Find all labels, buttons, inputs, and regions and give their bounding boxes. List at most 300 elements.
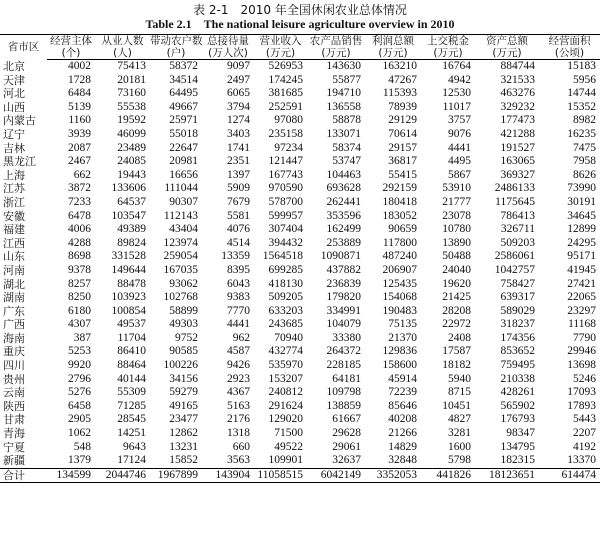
value-cell: 11704 [117, 331, 146, 344]
value-cell: 11168 [568, 318, 596, 331]
value-cell: 2586061 [494, 250, 535, 263]
table-row [0, 278, 600, 292]
table-row [0, 114, 600, 128]
value-cell: 535970 [268, 359, 303, 372]
value-cell: 64181 [332, 372, 361, 385]
value-cell: 10780 [442, 223, 471, 236]
value-cell: 14744 [567, 87, 596, 100]
value-cell: 22972 [442, 318, 471, 331]
value-cell: 1318 [227, 427, 250, 440]
value-cell: 109901 [268, 454, 303, 467]
value-cell: 21777 [442, 195, 471, 208]
value-cell: 13890 [442, 236, 471, 249]
value-cell: 75135 [388, 318, 417, 331]
table-header [0, 35, 600, 60]
value-cell: 5139 [68, 100, 91, 113]
value-cell: 49303 [169, 318, 198, 331]
value-cell: 179820 [326, 291, 361, 304]
value-cell: 22647 [169, 141, 198, 154]
value-cell: 307404 [268, 223, 303, 236]
value-cell: 47267 [388, 73, 417, 86]
region-cell: 江西 [3, 236, 25, 250]
value-cell: 9097 [227, 60, 250, 72]
column-header-label: 经营面积 [539, 35, 600, 48]
value-cell: 43404 [169, 223, 198, 236]
value-cell: 2905 [68, 413, 91, 426]
value-cell: 49165 [169, 399, 198, 412]
value-cell: 29946 [567, 345, 596, 358]
region-cell: 四川 [3, 359, 25, 373]
column-header-label: 资产总额 [475, 35, 539, 48]
value-cell: 16656 [169, 168, 198, 181]
value-cell: 36817 [388, 155, 417, 168]
value-cell: 4441 [448, 141, 471, 154]
value-cell: 55309 [117, 386, 146, 399]
value-cell: 73990 [567, 182, 596, 195]
value-cell: 100226 [163, 359, 198, 372]
value-cell: 90307 [169, 195, 198, 208]
value-cell: 163065 [500, 155, 535, 168]
value-cell: 1090871 [320, 250, 361, 263]
value-cell: 264372 [326, 345, 361, 358]
value-cell: 90659 [388, 223, 417, 236]
value-cell: 3794 [227, 100, 250, 113]
value-cell: 88478 [117, 277, 146, 290]
value-cell: 962 [232, 331, 250, 344]
table-row [0, 427, 600, 441]
value-cell: 4006 [68, 223, 91, 236]
value-cell: 7958 [573, 155, 596, 168]
value-cell: 90585 [169, 345, 198, 358]
value-cell: 34645 [567, 209, 596, 222]
table-row [0, 101, 600, 115]
value-cell: 153207 [268, 372, 303, 385]
value-cell: 1379 [68, 454, 91, 467]
table-row [0, 386, 600, 400]
value-cell: 97080 [274, 114, 303, 127]
value-cell: 509205 [268, 291, 303, 304]
value-cell: 41945 [567, 263, 596, 276]
table-row [0, 169, 600, 183]
value-cell: 428261 [500, 386, 535, 399]
value-cell: 46099 [117, 127, 146, 140]
value-cell: 138859 [326, 399, 361, 412]
value-cell: 5443 [573, 413, 596, 426]
value-cell: 29129 [388, 114, 417, 127]
region-cell: 甘肃 [3, 413, 25, 427]
value-cell: 9643 [123, 440, 146, 453]
value-cell: 129020 [268, 413, 303, 426]
region-cell: 黑龙江 [3, 155, 36, 169]
value-cell: 5909 [227, 182, 250, 195]
value-cell: 71285 [117, 399, 146, 412]
column-header-unit: (万元) [421, 47, 475, 60]
value-cell: 167035 [163, 263, 198, 276]
table-title-chinese: 表 2-1 2010 年全国休闲农业总体情况 [193, 3, 407, 17]
value-cell: 177473 [500, 114, 535, 127]
column-header-label: 总接待量 [202, 35, 254, 48]
value-cell: 28208 [442, 304, 471, 317]
value-cell: 23489 [117, 141, 146, 154]
value-cell: 55538 [117, 100, 146, 113]
value-cell: 326711 [500, 223, 535, 236]
value-cell: 9378 [68, 263, 91, 276]
value-cell: 206907 [382, 263, 417, 276]
value-cell: 58374 [332, 141, 361, 154]
table-row [0, 413, 600, 427]
value-cell: 463276 [500, 87, 535, 100]
total-row [0, 468, 600, 483]
value-cell: 418130 [268, 277, 303, 290]
value-cell: 194710 [326, 87, 361, 100]
region-cell: 山东 [3, 250, 25, 264]
value-cell: 853652 [500, 345, 535, 358]
value-cell: 40208 [388, 413, 417, 426]
column-header-unit: (万元) [475, 47, 539, 60]
table-row [0, 305, 600, 319]
value-cell: 102768 [163, 291, 198, 304]
value-cell: 64537 [117, 195, 146, 208]
value-cell: 4441 [227, 318, 250, 331]
column-header-label: 利润总额 [365, 35, 421, 48]
table-row [0, 441, 600, 455]
value-cell: 117800 [382, 236, 417, 249]
value-cell: 97234 [274, 141, 303, 154]
table-row [0, 332, 600, 346]
value-cell: 1967899 [150, 468, 202, 483]
value-cell: 487240 [382, 250, 417, 263]
value-cell: 210338 [500, 372, 535, 385]
region-cell: 天津 [3, 73, 25, 87]
value-cell: 40144 [117, 372, 146, 385]
value-cell: 6478 [68, 209, 91, 222]
value-cell: 180418 [382, 195, 417, 208]
value-cell: 9920 [68, 359, 91, 372]
value-cell: 133071 [326, 127, 361, 140]
value-cell: 3757 [448, 114, 471, 127]
value-cell: 11017 [442, 100, 471, 113]
region-cell: 重庆 [3, 345, 25, 359]
value-cell: 4192 [573, 440, 596, 453]
value-cell: 5163 [227, 399, 250, 412]
value-cell: 589029 [500, 304, 535, 317]
value-cell: 2923 [227, 372, 250, 385]
value-cell: 4288 [68, 236, 91, 249]
value-cell: 30191 [567, 195, 596, 208]
table-row [0, 373, 600, 387]
value-cell: 329232 [500, 100, 535, 113]
table-row [0, 454, 600, 468]
value-cell: 34514 [169, 73, 198, 86]
value-cell: 78939 [388, 100, 417, 113]
region-cell: 上海 [3, 168, 25, 182]
value-cell: 8715 [448, 386, 471, 399]
value-cell: 259054 [163, 250, 198, 263]
value-cell: 759495 [500, 359, 535, 372]
column-header-unit: (万元) [307, 47, 365, 60]
value-cell: 88464 [117, 359, 146, 372]
value-cell: 4367 [227, 386, 250, 399]
table-row [0, 400, 600, 414]
value-cell: 1160 [68, 114, 91, 127]
value-cell: 4307 [68, 318, 91, 331]
value-cell: 6484 [68, 87, 91, 100]
value-cell: 24085 [117, 155, 146, 168]
value-cell: 6042149 [307, 468, 365, 483]
value-cell: 23297 [567, 304, 596, 317]
value-cell: 8250 [68, 291, 91, 304]
value-cell: 2408 [448, 331, 471, 344]
value-cell: 3352053 [365, 468, 421, 483]
value-cell: 162499 [326, 223, 361, 236]
value-cell: 9752 [175, 331, 198, 344]
region-cell: 陕西 [3, 399, 25, 413]
region-cell: 河南 [3, 263, 25, 277]
value-cell: 112143 [163, 209, 198, 222]
value-cell: 441826 [421, 468, 475, 483]
value-cell: 599957 [268, 209, 303, 222]
value-cell: 387 [73, 331, 91, 344]
value-cell: 17124 [117, 454, 146, 467]
value-cell: 182315 [500, 454, 535, 467]
value-cell: 3281 [448, 427, 471, 440]
value-cell: 176793 [500, 413, 535, 426]
value-cell: 61667 [332, 413, 361, 426]
value-cell: 49522 [274, 440, 303, 453]
value-cell: 93062 [169, 277, 198, 290]
value-cell: 252591 [268, 100, 303, 113]
value-cell: 8982 [573, 114, 596, 127]
value-cell: 509203 [500, 236, 535, 249]
column-header-unit: (万人次) [202, 47, 254, 60]
value-cell: 19443 [117, 168, 146, 181]
value-cell: 45914 [388, 372, 417, 385]
value-cell: 3872 [68, 182, 91, 195]
value-cell: 129836 [382, 345, 417, 358]
value-cell: 29157 [388, 141, 417, 154]
column-header-unit: (个) [47, 47, 95, 60]
value-cell: 17093 [567, 386, 596, 399]
value-cell: 134795 [500, 440, 535, 453]
value-cell: 353596 [326, 209, 361, 222]
value-cell: 32848 [388, 454, 417, 467]
value-cell: 5867 [448, 168, 471, 181]
value-cell: 526953 [268, 60, 303, 72]
value-cell: 16235 [567, 127, 596, 140]
value-cell: 6458 [68, 399, 91, 412]
value-cell: 133606 [111, 182, 146, 195]
table-row [0, 210, 600, 224]
region-cell: 青海 [3, 427, 25, 441]
value-cell: 235158 [268, 127, 303, 140]
value-cell: 693628 [326, 182, 361, 195]
value-cell: 86410 [117, 345, 146, 358]
value-cell: 34156 [169, 372, 198, 385]
value-cell: 13359 [221, 250, 250, 263]
value-cell: 5581 [227, 209, 250, 222]
value-cell: 6065 [227, 87, 250, 100]
table-row [0, 359, 600, 373]
value-cell: 12862 [169, 427, 198, 440]
value-cell: 11058515 [254, 468, 307, 483]
value-cell: 100854 [111, 304, 146, 317]
region-cell: 海南 [3, 331, 25, 345]
value-cell: 75413 [117, 60, 146, 72]
value-cell: 2486133 [494, 182, 535, 195]
value-cell: 565902 [500, 399, 535, 412]
value-cell: 7770 [227, 304, 250, 317]
value-cell: 236839 [326, 277, 361, 290]
value-cell: 369327 [500, 168, 535, 181]
table-row [0, 74, 600, 88]
value-cell: 24295 [567, 236, 596, 249]
column-header-unit: (人) [95, 47, 150, 60]
value-cell: 6180 [68, 304, 91, 317]
region-cell: 山西 [3, 100, 25, 114]
region-cell: 安徽 [3, 209, 25, 223]
value-cell: 27421 [567, 277, 596, 290]
value-cell: 143904 [202, 468, 254, 483]
value-cell: 71500 [274, 427, 303, 440]
value-cell: 318237 [500, 318, 535, 331]
value-cell: 20181 [117, 73, 146, 86]
value-cell: 292159 [382, 182, 417, 195]
region-cell: 云南 [3, 386, 25, 400]
region-cell: 合计 [0, 468, 47, 483]
value-cell: 3563 [227, 454, 250, 467]
value-cell: 437882 [326, 263, 361, 276]
value-cell: 109798 [326, 386, 361, 399]
value-cell: 7679 [227, 195, 250, 208]
value-cell: 1600 [448, 440, 471, 453]
column-header-unit: (公顷) [539, 47, 600, 60]
region-cell: 贵州 [3, 372, 25, 386]
value-cell: 49667 [169, 100, 198, 113]
region-cell: 河北 [3, 87, 25, 101]
region-cell: 辽宁 [3, 127, 25, 141]
value-cell: 134599 [47, 468, 95, 483]
column-header-label: 农产品销售 [307, 35, 365, 48]
value-cell: 1175645 [495, 195, 535, 208]
value-cell: 4942 [448, 73, 471, 86]
value-cell: 7790 [573, 331, 596, 344]
value-cell: 4495 [448, 155, 471, 168]
value-cell: 7233 [68, 195, 91, 208]
column-header-label: 营业收入 [254, 35, 307, 48]
value-cell: 191527 [500, 141, 535, 154]
value-cell: 103547 [111, 209, 146, 222]
value-cell: 1397 [227, 168, 250, 181]
value-cell: 23477 [169, 413, 198, 426]
value-cell: 331528 [111, 250, 146, 263]
region-cell: 内蒙古 [3, 114, 36, 128]
value-cell: 149644 [111, 263, 146, 276]
region-cell: 湖南 [3, 291, 25, 305]
column-header-unit: (万元) [254, 47, 307, 60]
value-cell: 104463 [326, 168, 361, 181]
value-cell: 55018 [169, 127, 198, 140]
value-cell: 53747 [332, 155, 361, 168]
value-cell: 578700 [268, 195, 303, 208]
value-cell: 3939 [68, 127, 91, 140]
value-cell: 243685 [268, 318, 303, 331]
table-title-english: Table 2.1 The national leisure agriculture overview in 2010 [145, 17, 455, 31]
value-cell: 614474 [539, 468, 600, 483]
value-cell: 103923 [111, 291, 146, 304]
value-cell: 7475 [573, 141, 596, 154]
value-cell: 4587 [227, 345, 250, 358]
value-cell: 2351 [227, 155, 250, 168]
value-cell: 2176 [227, 413, 250, 426]
value-cell: 95171 [567, 250, 596, 263]
value-cell: 123974 [163, 236, 198, 249]
table-row [0, 291, 600, 305]
table-row [0, 318, 600, 332]
value-cell: 5956 [573, 73, 596, 86]
value-cell: 548 [73, 440, 91, 453]
value-cell: 111044 [164, 182, 198, 195]
value-cell: 72239 [388, 386, 417, 399]
value-cell: 4827 [448, 413, 471, 426]
value-cell: 8257 [68, 277, 91, 290]
value-cell: 9426 [227, 359, 250, 372]
value-cell: 8698 [68, 250, 91, 263]
region-cell: 广西 [3, 318, 25, 332]
value-cell: 884744 [500, 60, 535, 72]
value-cell: 17893 [567, 399, 596, 412]
value-cell: 190483 [382, 304, 417, 317]
column-header-label: 带动农户数 [150, 35, 202, 47]
value-cell: 167743 [268, 168, 303, 181]
region-cell: 广东 [3, 304, 25, 318]
value-cell: 5246 [573, 372, 596, 385]
value-cell: 2207 [573, 427, 596, 440]
value-cell: 321533 [500, 73, 535, 86]
value-cell: 1062 [68, 427, 91, 440]
value-cell: 58372 [169, 60, 198, 72]
value-cell: 1564518 [262, 250, 303, 263]
value-cell: 21266 [388, 427, 417, 440]
value-cell: 8626 [573, 168, 596, 181]
region-cell: 北京 [3, 59, 25, 73]
value-cell: 29628 [332, 427, 361, 440]
value-cell: 121447 [268, 155, 303, 168]
value-cell: 163210 [382, 60, 417, 72]
value-cell: 143630 [326, 60, 361, 72]
value-cell: 432774 [268, 345, 303, 358]
value-cell: 5276 [68, 386, 91, 399]
column-header-label: 经营主体 [47, 35, 95, 48]
value-cell: 33380 [332, 331, 361, 344]
region-cell: 福建 [3, 223, 25, 237]
value-cell: 4514 [227, 236, 250, 249]
value-cell: 73160 [117, 87, 146, 100]
value-cell: 64495 [169, 87, 198, 100]
value-cell: 699285 [268, 263, 303, 276]
table-row [0, 182, 600, 196]
value-cell: 660 [232, 440, 250, 453]
value-cell: 1042757 [494, 263, 535, 276]
value-cell: 10451 [442, 399, 471, 412]
value-cell: 16764 [442, 60, 471, 72]
value-cell: 29061 [332, 440, 361, 453]
value-cell: 4076 [227, 223, 250, 236]
value-cell: 1741 [227, 141, 250, 154]
value-cell: 58878 [332, 114, 361, 127]
value-cell: 4002 [68, 60, 91, 72]
value-cell: 20981 [169, 155, 198, 168]
value-cell: 786413 [500, 209, 535, 222]
